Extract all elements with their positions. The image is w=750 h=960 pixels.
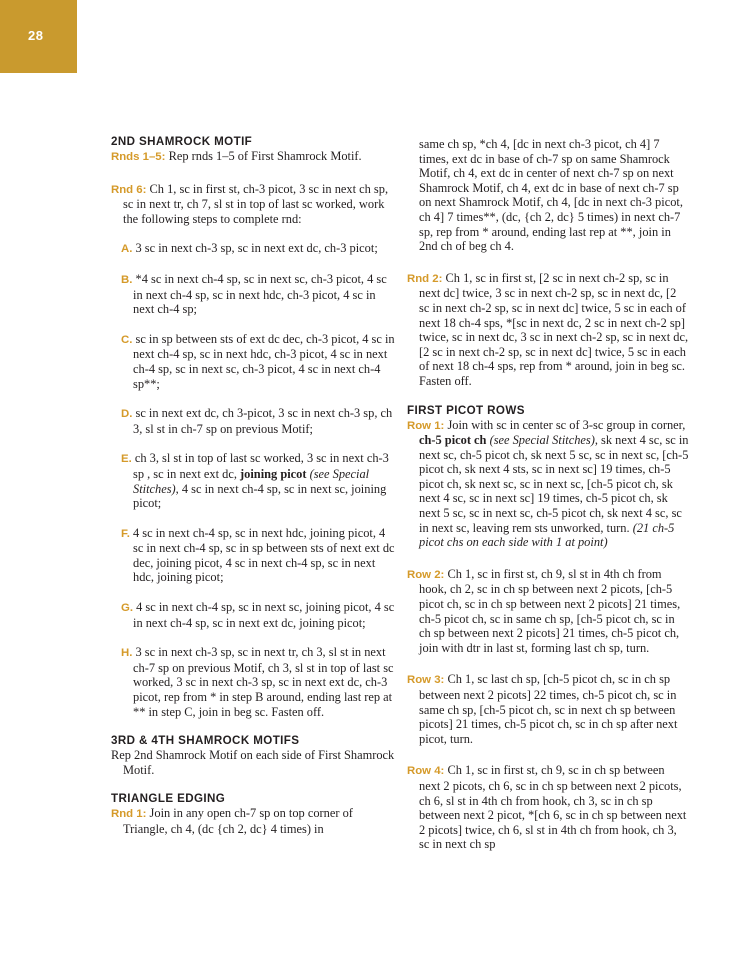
page-number: 28 (28, 28, 44, 43)
step-h-label: H. (121, 647, 133, 660)
left-column (111, 134, 396, 837)
step-c (121, 332, 396, 391)
step-a-label: A. (121, 243, 133, 256)
step-e-bold: joining picot (240, 466, 307, 481)
heading-3rd-4th-shamrock: 3RD & 4TH SHAMROCK MOTIFS (111, 734, 300, 748)
row-2-label: Row 2: (407, 568, 445, 581)
step-f (121, 526, 396, 585)
row-3-paragraph (407, 672, 689, 746)
third-motif-text: Rep 2nd Shamrock Motif on each side of First Shamrock Motif. (111, 748, 395, 777)
right-column (407, 137, 689, 852)
row-1-bold: ch-5 picot ch (419, 433, 487, 448)
step-d-label: D. (121, 408, 133, 421)
step-c-label: C. (121, 333, 133, 346)
row-4-text: Ch 1, sc in first st, ch 9, sc in ch sp between next 2 picots, ch 6, sc in ch sp between next 2 picots, ch 6, sl st in 4th ch from hook, ch 3, sc in ch sp between next 2 picot, *[ch 6, sc in ch sp between next 2 picots] twice, ch 6, sl st in 4th ch from hook, ch 3, sc in next ch sp (419, 763, 687, 852)
step-e (121, 451, 396, 510)
row-1-text-2: , sk next 4 sc, sc in next sc, ch-5 picot ch, sk next 5 sc, sc in next sc, [ch-5 picot ch, sk next 4 sts, sc in next sc] 19 times, ch-5 picot ch, sk next sc, sc in next sc, [ch-5 picot ch, sk next 4 sc, sc in next sc] 19 times, ch-5 picot ch, sk next 5 sc, sc in next sc, ch-5 picot ch, sk next 4 sc, sc in next sc, leaving rem sts unworked, turn. (419, 433, 689, 535)
step-g (121, 600, 396, 630)
step-d-text: sc in next ext dc, ch 3-picot, 3 sc in next ch-3 sp, ch 3, sl st in ch-7 sp on previous Motif; (133, 406, 393, 436)
rnd-6-label: Rnd 6: (111, 183, 147, 196)
rnd-1-continued: same ch sp, *ch 4, [dc in next ch-3 picot, ch 4] 7 times, ext dc in base of ch-7 sp on same Shamrock Motif, ch 4, ext dc in center of next ch-7 sp on next Shamrock Motif, ch 4, ext dc in base of next ch-7 sp on next Shamrock Motif, ch 4, [dc in next ch-3 picot, ch 4] 7 times**, (dc, {ch 2, dc} 5 times) in next ch-7 sp, rep from * around, ending last rep at **, join in 2nd ch of beg ch 4. (419, 137, 683, 254)
row-2-paragraph (407, 567, 689, 656)
rnds-1-5-text: Rep rnds 1–5 of First Shamrock Motif. (168, 149, 362, 163)
step-e-italic: (see Special Stitches) (133, 466, 370, 496)
row-1-label: Row 1: (407, 419, 445, 432)
step-e-text-2: , 4 sc in next ch-4 sp, sc in next sc, joining picot; (133, 481, 387, 511)
row-4-paragraph (407, 763, 689, 852)
row-2-text: Ch 1, sc in first st, ch 9, sl st in 4th ch from hook, ch 2, sc in ch sp between next 2 picots, [ch-5 picot ch, sc in ch sp between next 2 picots] 21 times, ch-5 picot ch, sc in same ch sp, [ch-5 picot ch, sc in ch sp between next 2 picots] 21 times, ch-5 picot ch, join with dtr in last st, forming last ch sp, turn. (419, 566, 681, 655)
step-g-text: 4 sc in next ch-4 sp, sc in next sc, joining picot, 4 sc in next ch-4 sp, sc in next ext dc, joining picot; (133, 600, 395, 630)
heading-triangle-edging: TRIANGLE EDGING (111, 792, 226, 806)
row-1-paragraph (407, 418, 689, 550)
row-1-text: Join with sc in center sc of 3-sc group in corner, (447, 417, 686, 432)
step-h-text: 3 sc in next ch-3 sp, sc in next tr, ch 3, sl st in next ch-7 sp on previous Motif, ch 3, sl st in top of last sc worked, 3 sc in next ch-3 sp, sc in next ext dc, ch-3 picot, rep from * in step B around, ending last rep at ** in step C, join in beg sc. Fasten off. (133, 645, 394, 719)
rnd-6-text: Ch 1, sc in first st, ch-3 picot, 3 sc in next ch sp, sc in next tr, ch 7, sl st in top of last sc worked, work the following steps to complete rnd: (123, 181, 389, 226)
step-b-label: B. (121, 273, 133, 286)
rnds-1-5-paragraph (111, 149, 396, 165)
rnd-1-paragraph (111, 806, 396, 836)
row-3-label: Row 3: (407, 674, 445, 687)
page-number-tab (0, 0, 77, 73)
heading-2nd-shamrock: 2ND SHAMROCK MOTIF (111, 135, 253, 148)
row-3-text: Ch 1, sc last ch sp, [ch-5 picot ch, sc in ch sp between next 2 picots] 22 times, ch-5 picot ch, sc in same ch sp, [ch-5 picot ch, sc in next ch sp between picots] 21 times, ch-5 picot ch, sc in ch sp after next picot, turn. (419, 672, 678, 746)
rnd-6-paragraph (111, 182, 396, 227)
step-a-text: 3 sc in next ch-3 sp, sc in next ext dc, ch-3 picot; (135, 241, 378, 256)
step-d (121, 406, 396, 436)
rnd-2-label: Rnd 2: (407, 272, 443, 285)
step-f-label: F. (121, 527, 130, 540)
step-e-text: ch 3, sl st in top of last sc worked, 3 sc in next ch-3 sp , sc in next ext dc, (133, 451, 389, 481)
rnd-2-text: Ch 1, sc in first st, [2 sc in next ch-2 sp, sc in next dc] twice, 3 sc in next ch-2 sp, sc in next dc, [2 sc in next ch-2 sp, sc in next dc] twice, 5 sc in each of next 18 ch-4 sps, *[sc in next dc, 2 sc in next ch-2 sp] twice, sc in next dc, 3 sc in next ch-2 sp, sc in next dc, [2 sc in next ch-2 sp, sc in next dc] twice, 5 sc in each of next 18 ch-4 sps, rep from * around, join in beg sc. Fasten off. (419, 270, 689, 388)
step-f-text: 4 sc in next ch-4 sp, sc in next hdc, joining picot, 4 sc in next ch-4 sp, sc in sp between sts of next ext dc dec, joining picot, 4 sc in next ch-4 sp, sc in next hdc, joining picot; (132, 525, 395, 585)
step-b-text: *4 sc in next ch-4 sp, sc in next sc, ch-3 picot, 4 sc in next ch-4 sp, sc in next hdc, ch-3 picot, 4 sc in next ch-4 sp; (133, 271, 387, 317)
heading-first-picot-rows: FIRST PICOT ROWS (407, 403, 525, 417)
rnd-1-label: Rnd 1: (111, 808, 147, 821)
rnd-2-paragraph (407, 271, 689, 389)
row-1-italic: (see Special Stitches) (489, 433, 595, 448)
rnds-1-5-label: Rnds 1–5: (111, 151, 166, 163)
step-a (121, 241, 396, 257)
rnd-1-text: Join in any open ch-7 sp on top corner of Triangle, ch 4, (dc {ch 2, dc} 4 times) in (123, 806, 353, 836)
step-e-label: E. (121, 453, 132, 466)
row-4-label: Row 4: (407, 765, 445, 778)
step-b (121, 272, 396, 317)
step-c-text: sc in sp between sts of ext dc dec, ch-3 picot, 4 sc in next ch-4 sp, sc in next hdc, ch-3 picot, 4 sc in next ch-4 sp, sc in next sc, ch-3 picot, 4 sc in next ch-4 sp**; (133, 331, 395, 391)
row-1-italic-2: (21 ch-5 picot chs on each side with 1 at point) (419, 520, 675, 550)
step-g-label: G. (121, 602, 134, 615)
step-h (121, 645, 396, 719)
